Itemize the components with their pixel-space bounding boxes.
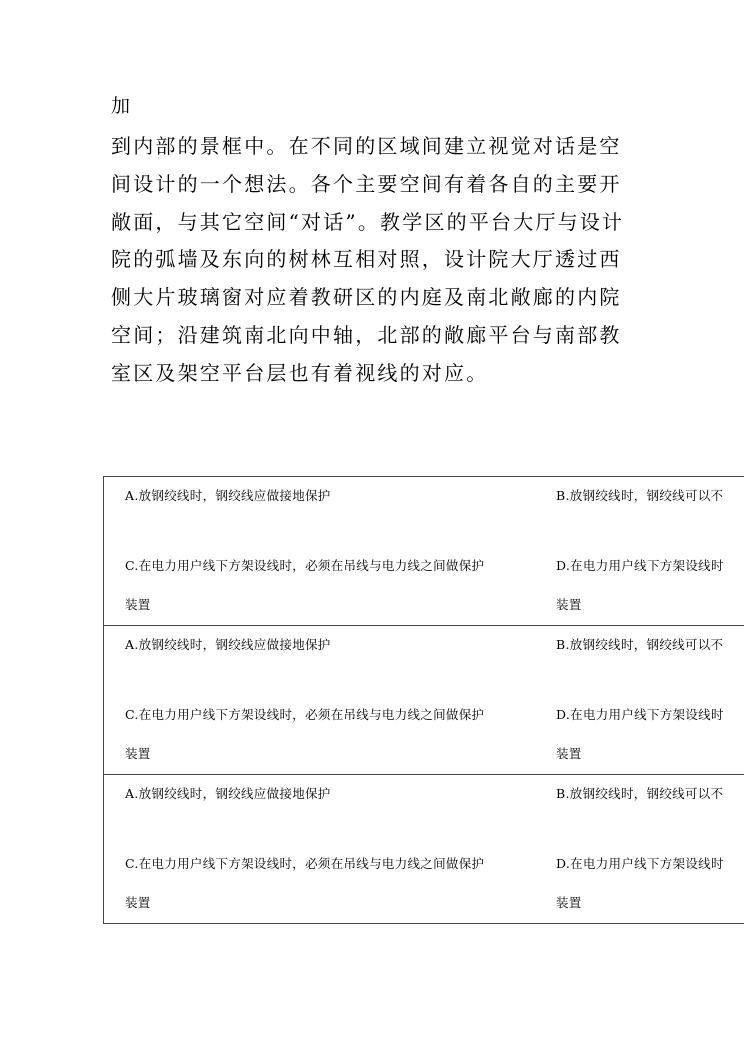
option-group-3 [104, 775, 744, 924]
option-c-continuation: 装置 [125, 895, 151, 910]
option-b: B.放钢绞线时，钢绞线可以不 [556, 637, 724, 652]
option-d: D.在电力用户线下方架设线时 [556, 856, 724, 871]
option-a: A.放钢绞线时，钢绞线应做接地保护 [125, 637, 331, 652]
option-c: C.在电力用户线下方架设线时，必须在吊线与电力线之间做保护 [125, 856, 485, 871]
heading-fragment: 加 [111, 95, 131, 117]
option-d: D.在电力用户线下方架设线时 [556, 558, 724, 573]
paragraph-line: 到内部的景框中。在不同的区域间建立视觉对话是空 [111, 134, 622, 158]
paragraph-line: 间设计的一个想法。各个主要空间有着各自的主要开 [111, 171, 622, 196]
paragraph-line: 室区及架空平台层也有着视线的对应。 [111, 360, 489, 385]
option-c-continuation: 装置 [125, 597, 151, 612]
paragraph-line: 敞面，与其它空间“对话”。教学区的平台大厅与设计 [111, 209, 625, 234]
paragraph-line: 空间；沿建筑南北向中轴，北部的敞廊平台与南部教 [111, 322, 622, 347]
option-a: A.放钢绞线时，钢绞线应做接地保护 [125, 786, 331, 801]
paragraph-line: 侧大片玻璃窗对应着教研区的内庭及南北敞廊的内院 [111, 285, 622, 310]
option-b: B.放钢绞线时，钢绞线可以不 [556, 488, 724, 503]
option-d-continuation: 装置 [556, 597, 582, 612]
paragraph-line: 院的弧墙及东向的树林互相对照，设计院大厅透过西 [111, 247, 622, 272]
option-group-1 [104, 477, 744, 626]
body-paragraph [111, 128, 641, 393]
option-c: C.在电力用户线下方架设线时，必须在吊线与电力线之间做保护 [125, 707, 485, 722]
option-a: A.放钢绞线时，钢绞线应做接地保护 [125, 488, 331, 503]
option-d: D.在电力用户线下方架设线时 [556, 707, 724, 722]
option-b: B.放钢绞线时，钢绞线可以不 [556, 786, 724, 801]
option-d-continuation: 装置 [556, 895, 582, 910]
option-c-continuation: 装置 [125, 746, 151, 761]
option-group-2 [104, 626, 744, 775]
options-table [103, 476, 744, 924]
option-d-continuation: 装置 [556, 746, 582, 761]
option-c: C.在电力用户线下方架设线时，必须在吊线与电力线之间做保护 [125, 558, 485, 573]
